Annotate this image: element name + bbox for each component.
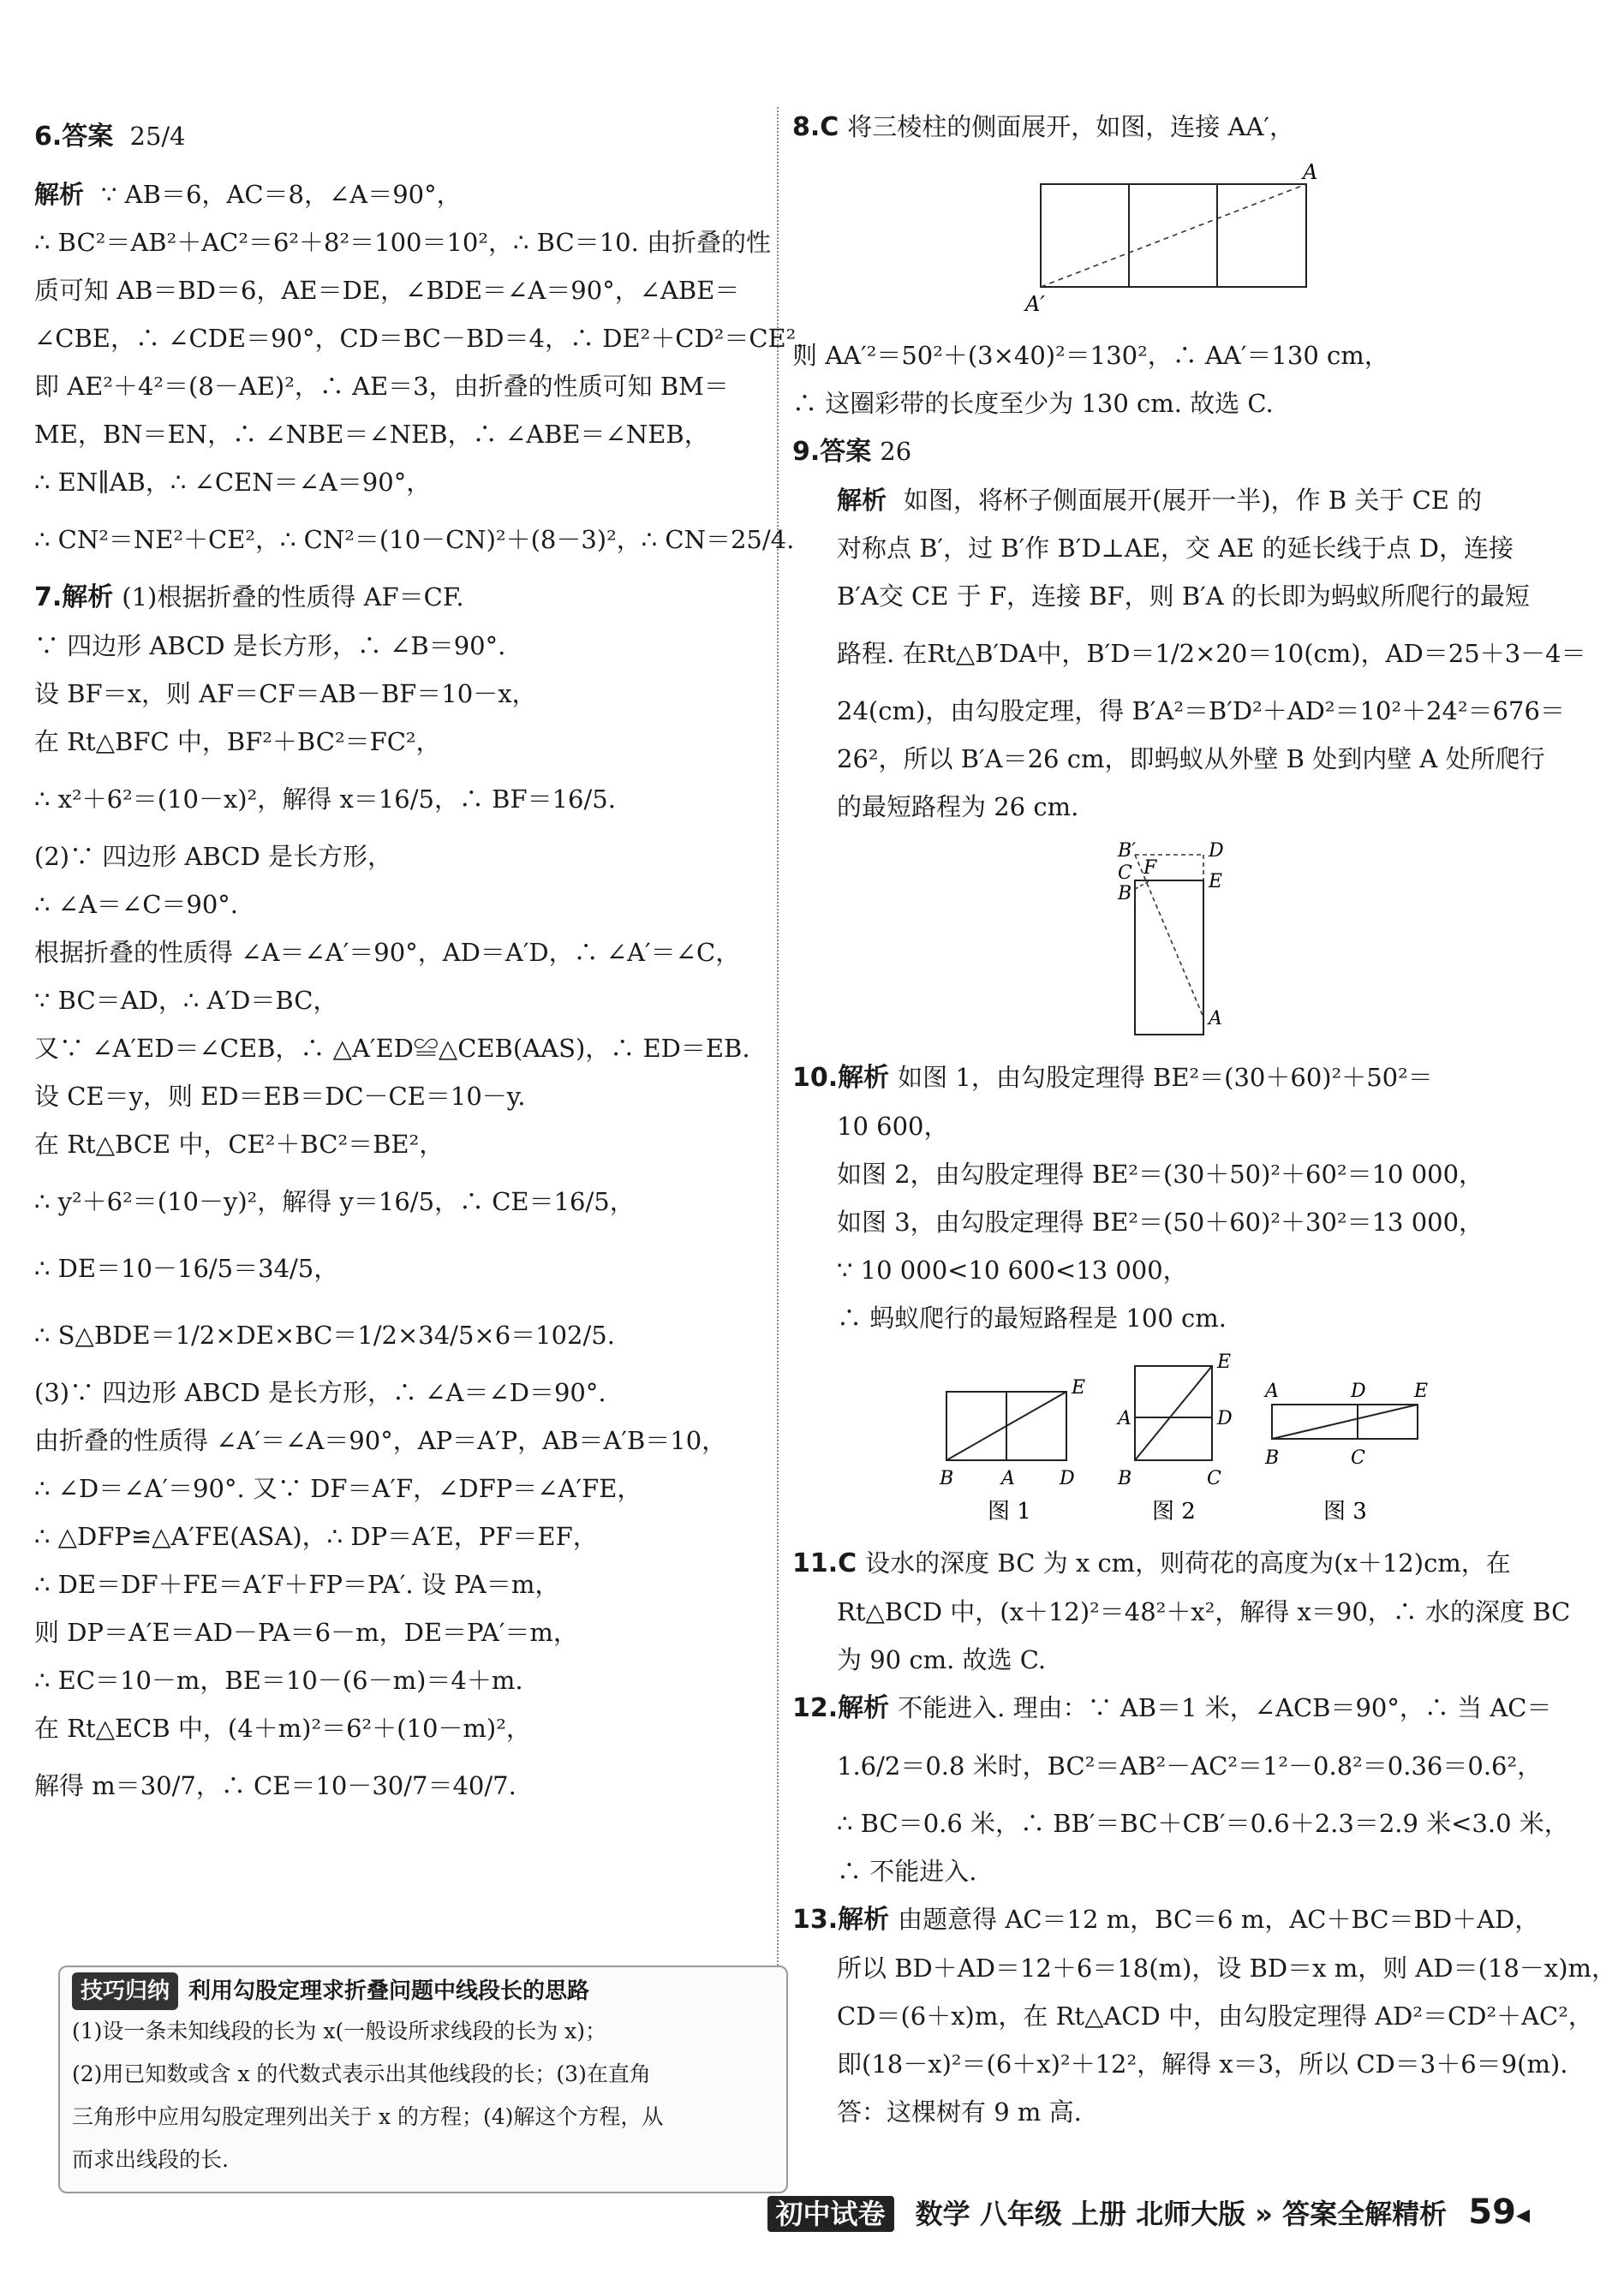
q7-line: 在 Rt△ECB 中，(4＋m)²＝6²＋(10－m)²， xyxy=(34,1714,531,1743)
fig3-label-a: A xyxy=(1265,1381,1279,1402)
q6-line: ∴ BC²＝AB²＋AC²＝6²＋8²＝100＝10²，∴ BC＝10. 由折叠的性 xyxy=(34,228,772,257)
q12-line xyxy=(792,1684,1555,1733)
page-number: 59 xyxy=(1468,2193,1516,2232)
fig1-label-d: D xyxy=(1060,1468,1075,1489)
q7-line xyxy=(34,573,771,622)
q9-line: 24(cm)，由勾股定理，得 B′A²＝B′D²＋AD²＝10²＋24²＝676＝ xyxy=(837,696,1565,725)
q7-line: ∴ DE＝DF＋FE＝A′F＋FP＝PA′. 设 PA＝m， xyxy=(34,1570,560,1599)
q6-header xyxy=(34,103,771,170)
q9-line xyxy=(792,476,1555,524)
q10-number: 10.解析 xyxy=(792,1063,890,1093)
label-c: C xyxy=(1118,862,1132,884)
column-divider xyxy=(777,107,779,2171)
tips-line: (1)设一条未知线段的长为 x(一般设所求线段的长为 x)； xyxy=(72,2019,607,2043)
q7-text: (1)根据折叠的性质得 AF＝CF. xyxy=(122,582,464,612)
q7-line: 设 CE＝y，则 ED＝EB＝DC－CE＝10－y. xyxy=(34,1082,526,1111)
label-f: F xyxy=(1143,857,1157,879)
q6-line: ∴ CN²＝NE²＋CE²，∴ CN²＝(10－CN)²＋(8－3)²，∴ CN＝25/4. xyxy=(34,525,795,554)
q9-answer: 26 xyxy=(880,437,912,466)
q7-line: ∴ ∠A＝∠C＝90°. xyxy=(34,890,239,919)
footer-subject: 数学 xyxy=(915,2198,970,2230)
q10-line: 如图 3，由勾股定理得 BE²＝(50＋60)²＋30²＝13 000， xyxy=(837,1208,1484,1237)
q13-line: 答：这棵树有 9 m 高. xyxy=(837,2097,1082,2127)
fig3-label-d: D xyxy=(1351,1381,1366,1402)
q10-figures xyxy=(792,1349,1555,1532)
q6-tag: 解析 xyxy=(34,180,85,209)
q13-line: CD＝(6＋x)m，在 Rt△ACD 中，由勾股定理得 AD²＝CD²＋AC²， xyxy=(837,2002,1593,2031)
q12-line: ∴ BC＝0.6 米，∴ BB′＝BC＋CB′＝0.6＋2.3＝2.9 米<3.0 米， xyxy=(837,1809,1569,1838)
q7-line: (2)∵ 四边形 ABCD 是长方形， xyxy=(34,842,392,871)
q10-text: 如图 1，由勾股定理得 BE²＝(30＋60)²＋50²＝ xyxy=(898,1063,1433,1092)
footer-edition: 北师大版 xyxy=(1136,2198,1246,2230)
q10-line: 10 600， xyxy=(837,1112,949,1141)
fig1-label-e: E xyxy=(1072,1377,1086,1399)
prism-net-diagram xyxy=(792,158,1555,321)
q6-answer: 25/4 xyxy=(129,122,186,151)
q10-line xyxy=(792,1053,1555,1102)
q9-header xyxy=(792,427,1555,476)
q9-line: 26²，所以 B′A＝26 cm，即蚂蚁从外壁 B 处到内壁 A 处所爬行 xyxy=(837,744,1545,773)
page-marker-icon: ◂ xyxy=(1515,2198,1530,2230)
q10-line: ∵ 10 000<10 600<13 000， xyxy=(837,1256,1188,1285)
fig2-caption: 图 2 xyxy=(1152,1499,1196,1524)
q13-text: 由题意得 AC＝12 m，BC＝6 m，AC＋BC＝BD＋AD， xyxy=(898,1905,1540,1934)
label-a-prime: A′ xyxy=(1025,292,1045,316)
q7-line: ∴ x²＋6²＝(10－x)²，解得 x＝16/5，∴ BF＝16/5. xyxy=(34,785,616,814)
fig2-label-b: B xyxy=(1118,1468,1132,1489)
footer-brand: 初中试卷 xyxy=(767,2196,894,2232)
q9-line: 对称点 B′，过 B′作 B′D⊥AE，交 AE 的延长线于点 D，连接 xyxy=(837,534,1514,563)
diagonal-aa xyxy=(1041,184,1306,287)
q9-line: 路程. 在Rt△B′DA中，B′D＝1/2×20＝10(cm)，AD＝25＋3－4＝ xyxy=(837,639,1586,668)
q10-line: 如图 2，由勾股定理得 BE²＝(30＋50)²＋60²＝10 000， xyxy=(837,1160,1484,1189)
q7-line: 则 DP＝A′E＝AD－PA＝6－m，DE＝PA′＝m， xyxy=(34,1618,578,1647)
label-b: B xyxy=(1118,883,1132,904)
q13-line: 所以 BD＋AD＝12＋6＝18(m)，设 BD＝x m，则 AD＝(18－x)m， xyxy=(837,1954,1617,1983)
q6-line: ME，BN＝EN，∴ ∠NBE＝∠NEB，∴ ∠ABE＝∠NEB， xyxy=(34,420,709,449)
q7-line: ∵ 四边形 ABCD 是长方形，∴ ∠B＝90°. xyxy=(34,631,506,660)
tips-header xyxy=(72,1972,774,2010)
q11-line: Rt△BCD 中，(x＋12)²＝48²＋x²，解得 x＝90，∴ 水的深度 BC xyxy=(837,1597,1571,1626)
q7-line: ∴ ∠D＝∠A′＝90°. 又∵ DF＝A′F，∠DFP＝∠A′FE， xyxy=(34,1474,642,1503)
q9-line: 的最短路程为 26 cm. xyxy=(837,792,1079,821)
cup-rectangle xyxy=(1135,880,1203,1035)
fig2-path xyxy=(1135,1366,1212,1460)
label-a: A xyxy=(1209,1008,1222,1029)
page-footer xyxy=(767,2193,1530,2232)
q7-line: ∴ DE＝10－16/5＝34/5， xyxy=(34,1254,339,1283)
fig3-label-c: C xyxy=(1351,1447,1365,1469)
q6-text: ∵ AB＝6，AC＝8，∠A＝90°， xyxy=(101,180,462,209)
q12-line: ∴ 不能进入. xyxy=(837,1857,977,1886)
q6-line: ∠CBE，∴ ∠CDE＝90°，CD＝BC－BD＝4，∴ DE²＋CD²＝CE²， xyxy=(34,324,821,353)
footer-section: 答案全解精析 xyxy=(1282,2198,1448,2230)
cup-net-diagram xyxy=(792,838,1555,1043)
q8-line: ∴ 这圈彩带的长度至少为 130 cm. 故选 C. xyxy=(792,389,1274,418)
q7-line: 在 Rt△BCE 中，CE²＋BC²＝BE²， xyxy=(34,1130,445,1159)
q6-number: 6.答案 xyxy=(34,122,114,152)
q11-line xyxy=(792,1539,1555,1588)
fig1-label-a: A xyxy=(1001,1468,1015,1489)
fig2-label-a: A xyxy=(1118,1408,1131,1429)
label-e: E xyxy=(1209,871,1223,892)
q13-number: 13.解析 xyxy=(792,1905,890,1935)
tips-line: 三角形中应用勾股定理列出关于 x 的方程；(4)解这个方程，从 xyxy=(72,2104,664,2129)
q9-number: 9.答案 xyxy=(792,437,872,467)
q9-tag: 解析 xyxy=(837,486,887,515)
q7-line: 解得 m＝30/7，∴ CE＝10－30/7＝40/7. xyxy=(34,1771,516,1800)
q7-line: 设 BF＝x，则 AF＝CF＝AB－BF＝10－x， xyxy=(34,679,537,708)
q8-line xyxy=(792,103,1555,152)
fig2-label-e: E xyxy=(1217,1351,1232,1373)
q8-figure xyxy=(792,158,1555,325)
q7-line: 在 Rt△BFC 中，BF²＋BC²＝FC²， xyxy=(34,727,441,756)
q7-line: (3)∵ 四边形 ABCD 是长方形，∴ ∠A＝∠D＝90°. xyxy=(34,1378,606,1407)
q7-line: 由折叠的性质得 ∠A′＝∠A＝90°，AP＝A′P，AB＝A′B＝10， xyxy=(34,1426,727,1455)
tips-body xyxy=(72,2010,774,2181)
fig3-path xyxy=(1272,1405,1418,1439)
fig1-label-b: B xyxy=(940,1468,954,1489)
q10-line: ∴ 蚂蚁爬行的最短路程是 100 cm. xyxy=(837,1304,1227,1333)
tips-box xyxy=(58,1966,788,2193)
tips-badge: 技巧归纳 xyxy=(72,1972,178,2010)
ant-path-diagrams xyxy=(792,1349,1555,1529)
fig3-caption: 图 3 xyxy=(1323,1499,1367,1524)
tips-title: 利用勾股定理求折叠问题中线段长的思路 xyxy=(188,1978,590,2004)
q7-line: ∴ EC＝10－m，BE＝10－(6－m)＝4＋m. xyxy=(34,1666,523,1695)
footer-arrows-icon: » xyxy=(1255,2198,1273,2230)
q12-text: 不能进入. 理由：∵ AB＝1 米，∠ACB＝90°，∴ 当 AC＝ xyxy=(898,1693,1552,1722)
q9-text: 如图，将杯子侧面展开(展开一半)，作 B 关于 CE 的 xyxy=(904,486,1483,515)
q6-line: 质可知 AB＝BD＝6，AE＝DE，∠BDE＝∠A＝90°，∠ABE＝ xyxy=(34,276,740,305)
q6-line: 即 AE²＋4²＝(8－AE)²，∴ AE＝3，由折叠的性质可知 BM＝ xyxy=(34,372,729,401)
q8-text: 将三棱柱的侧面展开，如图，连接 AA′， xyxy=(847,112,1294,141)
q9-figure xyxy=(792,838,1555,1047)
label-a: A xyxy=(1303,160,1318,184)
q6-line: ∴ EN∥AB，∴ ∠CEN＝∠A＝90°， xyxy=(34,468,432,497)
q13-line xyxy=(792,1895,1555,1944)
tips-line: 而求出线段的长. xyxy=(72,2147,229,2172)
footer-grade: 八年级 xyxy=(979,2198,1062,2230)
q12-line: 1.6/2＝0.8 米时，BC²＝AB²－AC²＝1²－0.8²＝0.36＝0.6²， xyxy=(837,1751,1543,1781)
q6-line xyxy=(34,170,771,218)
path-ba xyxy=(1135,855,1203,1017)
fig1-caption: 图 1 xyxy=(988,1499,1031,1524)
tips-line: (2)用已知数或含 x 的代数式表示出其他线段的长；(3)在直角 xyxy=(72,2061,651,2086)
right-column xyxy=(792,103,1617,2136)
fig2-label-d: D xyxy=(1217,1408,1233,1429)
q7-line: 根据折叠的性质得 ∠A＝∠A′＝90°，AD＝A′D，∴ ∠A′＝∠C， xyxy=(34,938,741,967)
q13-line: 即(18－x)²＝(6＋x)²＋12²，解得 x＝3，所以 CD＝3＋6＝9(m). xyxy=(837,2049,1568,2079)
q11-number: 11.C xyxy=(792,1548,857,1578)
q11-text: 设水的深度 BC 为 x cm，则荷花的高度为(x＋12)cm，在 xyxy=(865,1548,1511,1578)
q9-line: B′A交 CE 于 F，连接 BF，则 B′A 的长即为蚂蚁所爬行的最短 xyxy=(837,582,1530,611)
label-d: D xyxy=(1209,840,1224,862)
fig3-label-e: E xyxy=(1414,1381,1429,1402)
q7-line: 又∵ ∠A′ED＝∠CEB，∴ △A′ED≌△CEB(AAS)，∴ ED＝EB. xyxy=(34,1034,750,1063)
q8-number: 8.C xyxy=(792,112,839,142)
q7-line: ∵ BC＝AD，∴ A′D＝BC， xyxy=(34,986,338,1015)
fig3-label-b: B xyxy=(1265,1447,1280,1469)
label-b-prime: B′ xyxy=(1118,840,1137,862)
q7-number: 7.解析 xyxy=(34,582,114,612)
q7-line: ∴ y²＋6²＝(10－y)²，解得 y＝16/5，∴ CE＝16/5， xyxy=(34,1187,635,1216)
q11-line: 为 90 cm. 故选 C. xyxy=(837,1645,1047,1674)
q8-line: 则 AA′²＝50²＋(3×40)²＝130²，∴ AA′＝130 cm， xyxy=(792,341,1389,370)
fig2-label-c: C xyxy=(1207,1468,1221,1489)
q12-number: 12.解析 xyxy=(792,1693,890,1723)
q7-line: ∴ S△BDE＝1/2×DE×BC＝1/2×34/5×6＝102/5. xyxy=(34,1321,615,1350)
q7-line: ∴ △DFP≌△A′FE(ASA)，∴ DP＝A′E，PF＝EF， xyxy=(34,1522,598,1551)
footer-volume: 上册 xyxy=(1071,2198,1126,2230)
